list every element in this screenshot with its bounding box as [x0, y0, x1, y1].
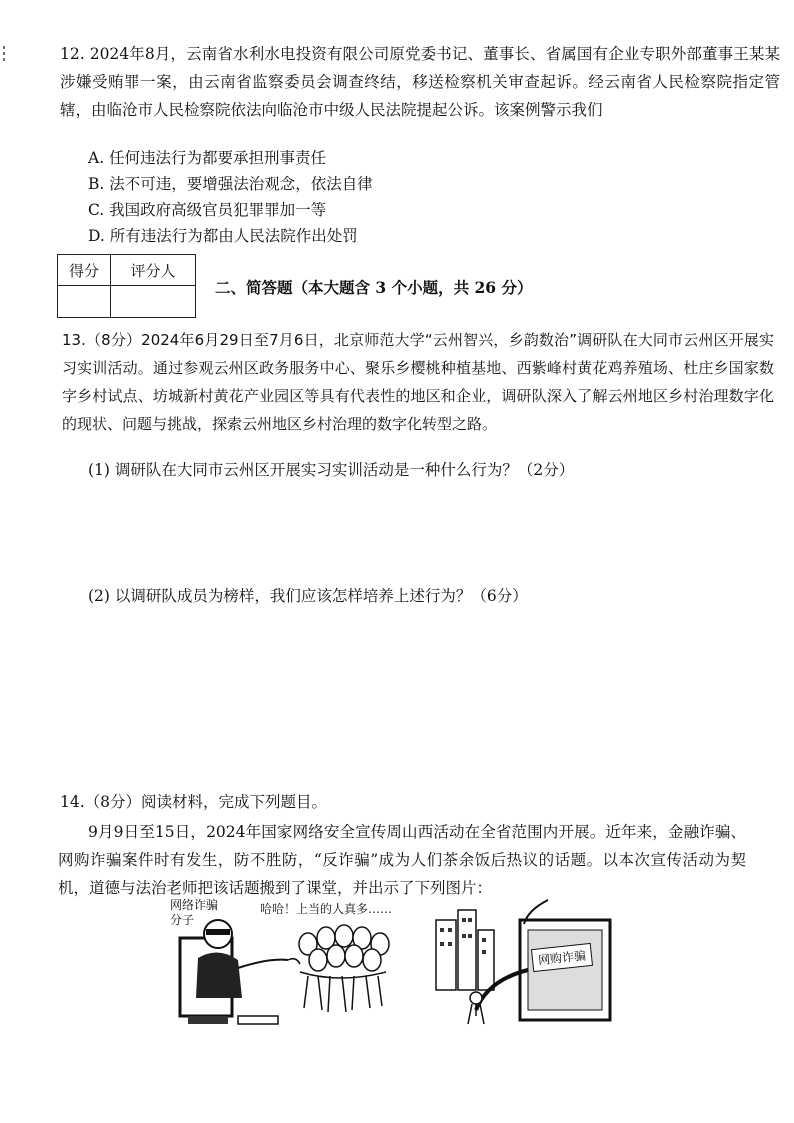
question-14-title: 14.（8分）阅读材料，完成下列题目。 — [60, 793, 328, 811]
binding-margin-mark — [2, 46, 6, 62]
question-12 — [60, 40, 780, 124]
cartoon-1-caption: 网络诈骗分子 — [170, 898, 219, 927]
cartoon-online-shopping-fraud — [428, 890, 628, 1030]
q12-option-b: B. 法不可违，要增强法治观念，依法自律 — [88, 175, 373, 193]
score-label: 得分 — [68, 262, 99, 280]
score-box-divider — [58, 285, 195, 286]
cartoon-1-speech: 哈哈！上当的人真多…… — [260, 902, 393, 916]
score-box — [57, 254, 196, 318]
question-13-sub-1: (1) 调研队在大同市云州区开展实习实训活动是一种什么行为？（2分） — [88, 461, 575, 479]
score-box-column-divider — [110, 255, 111, 317]
cartoon-fraudster — [168, 898, 428, 1030]
grader-label: 评分人 — [130, 262, 176, 280]
question-13-stem: 13.（8分）2024年6月29日至7月6日，北京师范大学“云州智兴，乡韵数治”调研队在大同市云州区开展实习实训活动。通过参观云州区政务服务中心、聚乐乡樱桃种植基地、西紫峰村黄花鸡养殖场、杜庄乡国家数字乡村试点、坊城新村黄花产业园区等具有代表性的地区和企业，调研队深入了解云州地区乡村治理数字化的现状、问题与挑战，探索云州地区乡村治理的数字化转型之路。 — [62, 331, 774, 433]
q12-option-c: C. 我国政府高级官员犯罪罪加一等 — [88, 201, 327, 219]
question-13-sub-2: (2) 以调研队成员为榜样，我们应该怎样培养上述行为？（6分） — [88, 587, 528, 605]
question-14-material: 9月9日至15日，2024年国家网络安全宣传周山西活动在全省范围内开展。近年来，金融诈骗、网购诈骗案件时有发生，防不胜防，“反诈骗”成为人们茶余饭后热议的话题。以本次宣传活动为契机，道德与法治老师把该话题搬到了课堂，并出示了下列图片： — [58, 823, 746, 897]
section-2-title: 二、简答题（本大题含 3 个小题，共 26 分） — [215, 278, 533, 297]
question-12-stem: 12. 2024年8月，云南省水利水电投资有限公司原党委书记、董事长、省属国有企业专职外部董事王某某涉嫌受贿罪一案，由云南省监察委员会调查终结，移送检察机关审查起诉。经云南省人民检察院指定管辖，由临沧市人民检察院依法向临沧市中级人民法院提起公诉。该案例警示我们 — [60, 45, 780, 119]
q12-option-a: A. 任何违法行为都要承担刑事责任 — [88, 149, 327, 167]
cartoon-2-sign: 网购诈骗 — [531, 943, 593, 972]
q12-option-d: D. 所有违法行为都由人民法院作出处罚 — [88, 227, 358, 245]
